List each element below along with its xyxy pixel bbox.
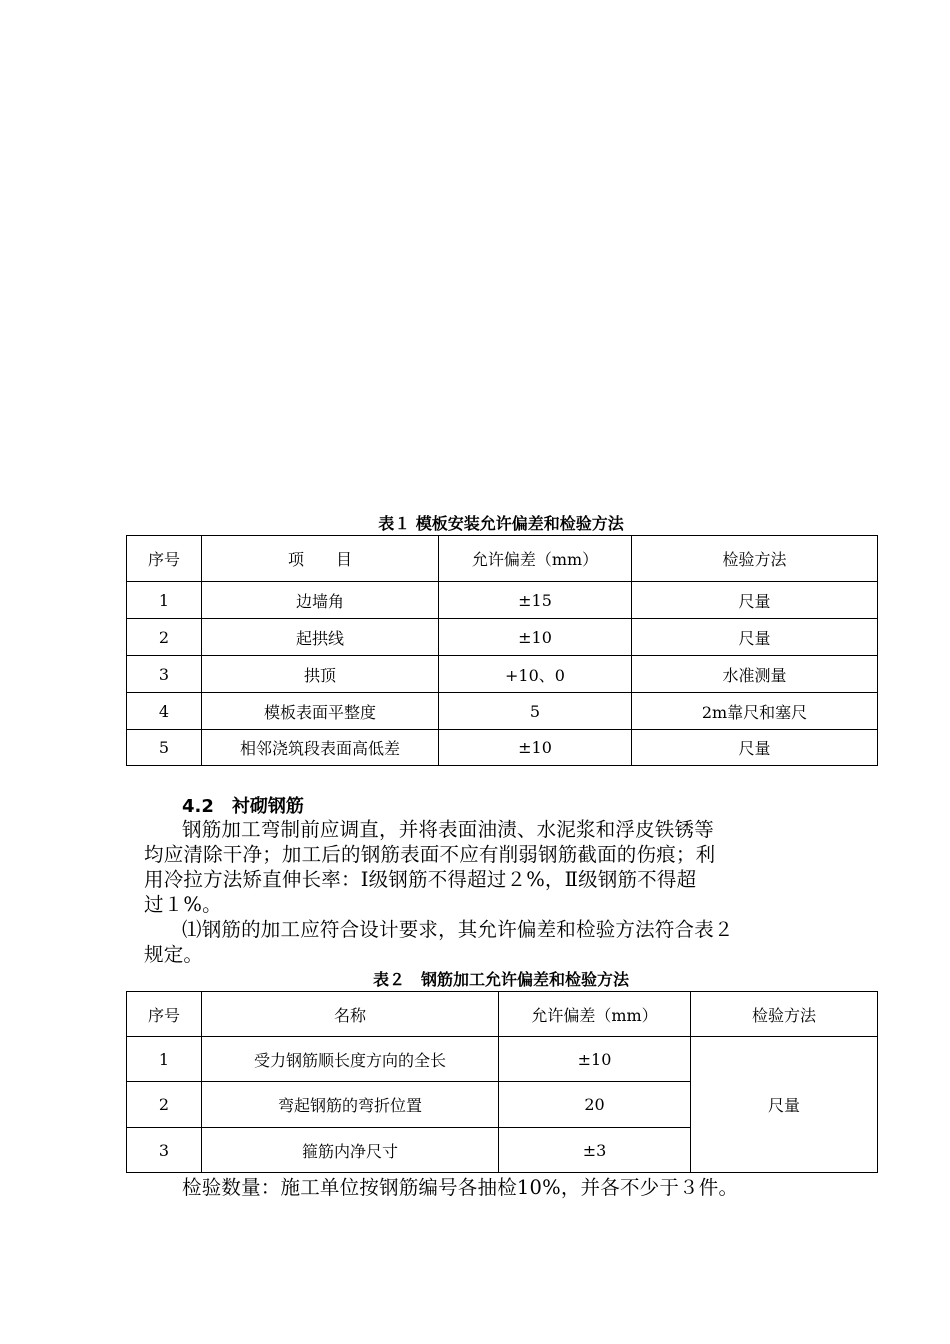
paragraph-line: 规定。 [144, 943, 204, 966]
table2-header-cell: 检验方法 [691, 992, 878, 1037]
table1-caption: 表１ 模板安装允许偏差和检验方法 [378, 514, 624, 533]
table-cell: ±10 [499, 1037, 691, 1082]
table-cell: 弯起钢筋的弯折位置 [202, 1082, 499, 1128]
paragraph-line: 钢筋加工弯制前应调直，并将表面油渍、水泥浆和浮皮铁锈等 [182, 818, 714, 841]
inspection-note: 检验数量：施工单位按钢筋编号各抽检10%，并各不少于３件。 [182, 1176, 739, 1199]
table-row [127, 693, 878, 730]
table-cell: 5 [127, 730, 202, 766]
table-cell: 尺量 [632, 730, 878, 766]
table-cell: 2m靠尺和塞尺 [632, 693, 878, 730]
table-row [127, 730, 878, 766]
table-cell: 模板表面平整度 [202, 693, 439, 730]
table-cell: 2 [127, 619, 202, 656]
table1 [126, 535, 878, 766]
table1-header-cell: 项 目 [202, 536, 439, 582]
table-cell: 水准测量 [632, 656, 878, 693]
table-row [127, 1037, 878, 1082]
table-cell: 3 [127, 656, 202, 693]
table-cell: 受力钢筋顺长度方向的全长 [202, 1037, 499, 1082]
table-cell: 尺量 [632, 582, 878, 619]
table2 [126, 991, 878, 1173]
table-cell: ±10 [439, 730, 632, 766]
table2-header-row [127, 992, 878, 1037]
table-cell: 尺量 [632, 619, 878, 656]
table-cell: 1 [127, 1037, 202, 1082]
table-cell: ±10 [439, 619, 632, 656]
table-cell: 相邻浇筑段表面高低差 [202, 730, 439, 766]
table2-method-cell: 尺量 [691, 1037, 878, 1173]
table-cell: ±3 [499, 1128, 691, 1173]
table2-caption: 表２ 钢筋加工允许偏差和检验方法 [372, 970, 629, 989]
table-cell: 1 [127, 582, 202, 619]
table1-header-cell: 检验方法 [632, 536, 878, 582]
table2-header-cell: 允许偏差（mm） [499, 992, 691, 1037]
paragraph-line: 用冷拉方法矫直伸长率：Ⅰ级钢筋不得超过２%，Ⅱ级钢筋不得超 [144, 868, 697, 891]
table1-header-cell: 序号 [127, 536, 202, 582]
table-row [127, 619, 878, 656]
table-cell: ±15 [439, 582, 632, 619]
table1-header-cell: 允许偏差（mm） [439, 536, 632, 582]
section-heading: 4.2 衬砌钢筋 [182, 796, 304, 817]
table-cell: 起拱线 [202, 619, 439, 656]
table-cell: 拱顶 [202, 656, 439, 693]
paragraph-line: 均应清除干净；加工后的钢筋表面不应有削弱钢筋截面的伤痕；利 [144, 843, 716, 866]
paragraph-line: 过１%。 [144, 893, 222, 916]
table-cell: 边墙角 [202, 582, 439, 619]
table2-header-cell: 名称 [202, 992, 499, 1037]
table-cell: 4 [127, 693, 202, 730]
table2-header-cell: 序号 [127, 992, 202, 1037]
table-row [127, 656, 878, 693]
table1-header-row [127, 536, 878, 582]
table-cell: 2 [127, 1082, 202, 1128]
table-cell: 5 [439, 693, 632, 730]
table-cell: 20 [499, 1082, 691, 1128]
table-cell: 箍筋内净尺寸 [202, 1128, 499, 1173]
table-row [127, 582, 878, 619]
table-cell: +10、0 [439, 656, 632, 693]
table-cell: 3 [127, 1128, 202, 1173]
paragraph-line: ⑴钢筋的加工应符合设计要求，其允许偏差和检验方法符合表２ [182, 918, 734, 941]
